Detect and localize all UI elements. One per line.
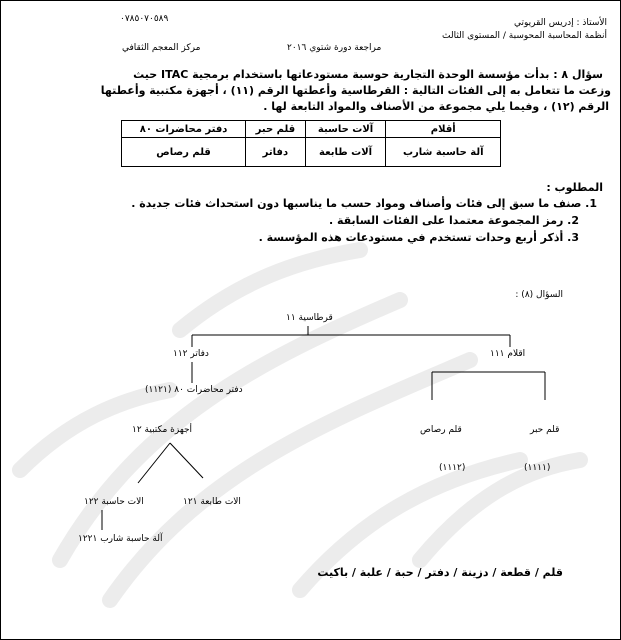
code-ink-pen: (١١١١) [524, 463, 551, 473]
table-cell: قلم حبر [246, 121, 306, 138]
question-line-3: الرقم (١٢) ، وفيما يلي مجموعة من الأصناف والمواد التابعة لها . [263, 100, 609, 113]
code-pencil: (١١١٢) [439, 463, 466, 473]
review-label: مراجعة دورة شتوي ٢٠١٦ [287, 43, 382, 53]
required-title: المطلوب : [546, 181, 603, 194]
tree-node-notebooks: دفاتر ١١٢ [173, 349, 209, 359]
course-title: أنظمة المحاسبة المحوسبة / المستوى الثالث [442, 31, 607, 41]
required-item-2: 2. رمز المجموعة معتمدا على الفئات السابقة . [328, 214, 579, 227]
answer-label: السؤال (٨) : [515, 290, 563, 300]
question-line-1: سؤال ٨ : بدأت مؤسسة الوحدة التجارية حوسبة مستودعاتها باستخدام برمجية ITAC حيث [133, 68, 603, 81]
tree-leaf-lecture-notebook: دفتر محاضرات ٨٠ (١١٢١) [145, 385, 243, 395]
tree-root-office-equipment: أجهزة مكتبية ١٢ [132, 425, 193, 435]
table-cell: آلات حاسبة [305, 121, 386, 138]
tree-leaf-pencil: قلم رصاص [420, 425, 462, 435]
table-cell: آلات طابعة [305, 138, 386, 167]
table-cell: قلم رصاص [122, 138, 246, 167]
question-line-2: وزعت ما تتعامل به إلى الفئات التالية : القرطاسية وأعطتها الرقم (١١) ، أجهزة مكتبية وأعطتها [100, 84, 611, 97]
table-cell: أقلام [386, 121, 501, 138]
tree-node-pens: اقلام ١١١ [490, 349, 526, 359]
tree-leaf-ink-pen: قلم حبر [530, 425, 560, 435]
table-cell: دفاتر [246, 138, 306, 167]
required-item-3: 3. أذكر أربع وحدات تستخدم في مستودعات هذه المؤسسة . [258, 231, 579, 244]
table-cell: آلة حاسبة شارب [386, 138, 501, 167]
center-name: مركز المعجم الثقافي [122, 43, 201, 53]
required-item-1: 1. صنف ما سبق إلى فئات وأصناف ومواد حسب ما يناسبها دون استحداث فئات جديدة . [131, 197, 597, 210]
teacher-name: الأستاذ : إدريس القريوتي [513, 18, 607, 28]
tree-leaf-sharp-calculator: آلة حاسبة شارب ١٢٢١ [78, 534, 163, 544]
tree-root-stationery: قرطاسية ١١ [286, 313, 333, 323]
table-cell: دفتر محاضرات ٨٠ [122, 121, 246, 138]
phone-number: ٠٧٨٥٠٧٠٥٨٩ [120, 14, 169, 24]
units-answer: قلم / قطعة / دزينة / دفتر / حبة / علبة / باكيت [317, 566, 563, 579]
tree-node-calculators: الات حاسبة ١٢٢ [84, 497, 144, 507]
tree-node-printers: الات طابعة ١٢١ [183, 497, 241, 507]
